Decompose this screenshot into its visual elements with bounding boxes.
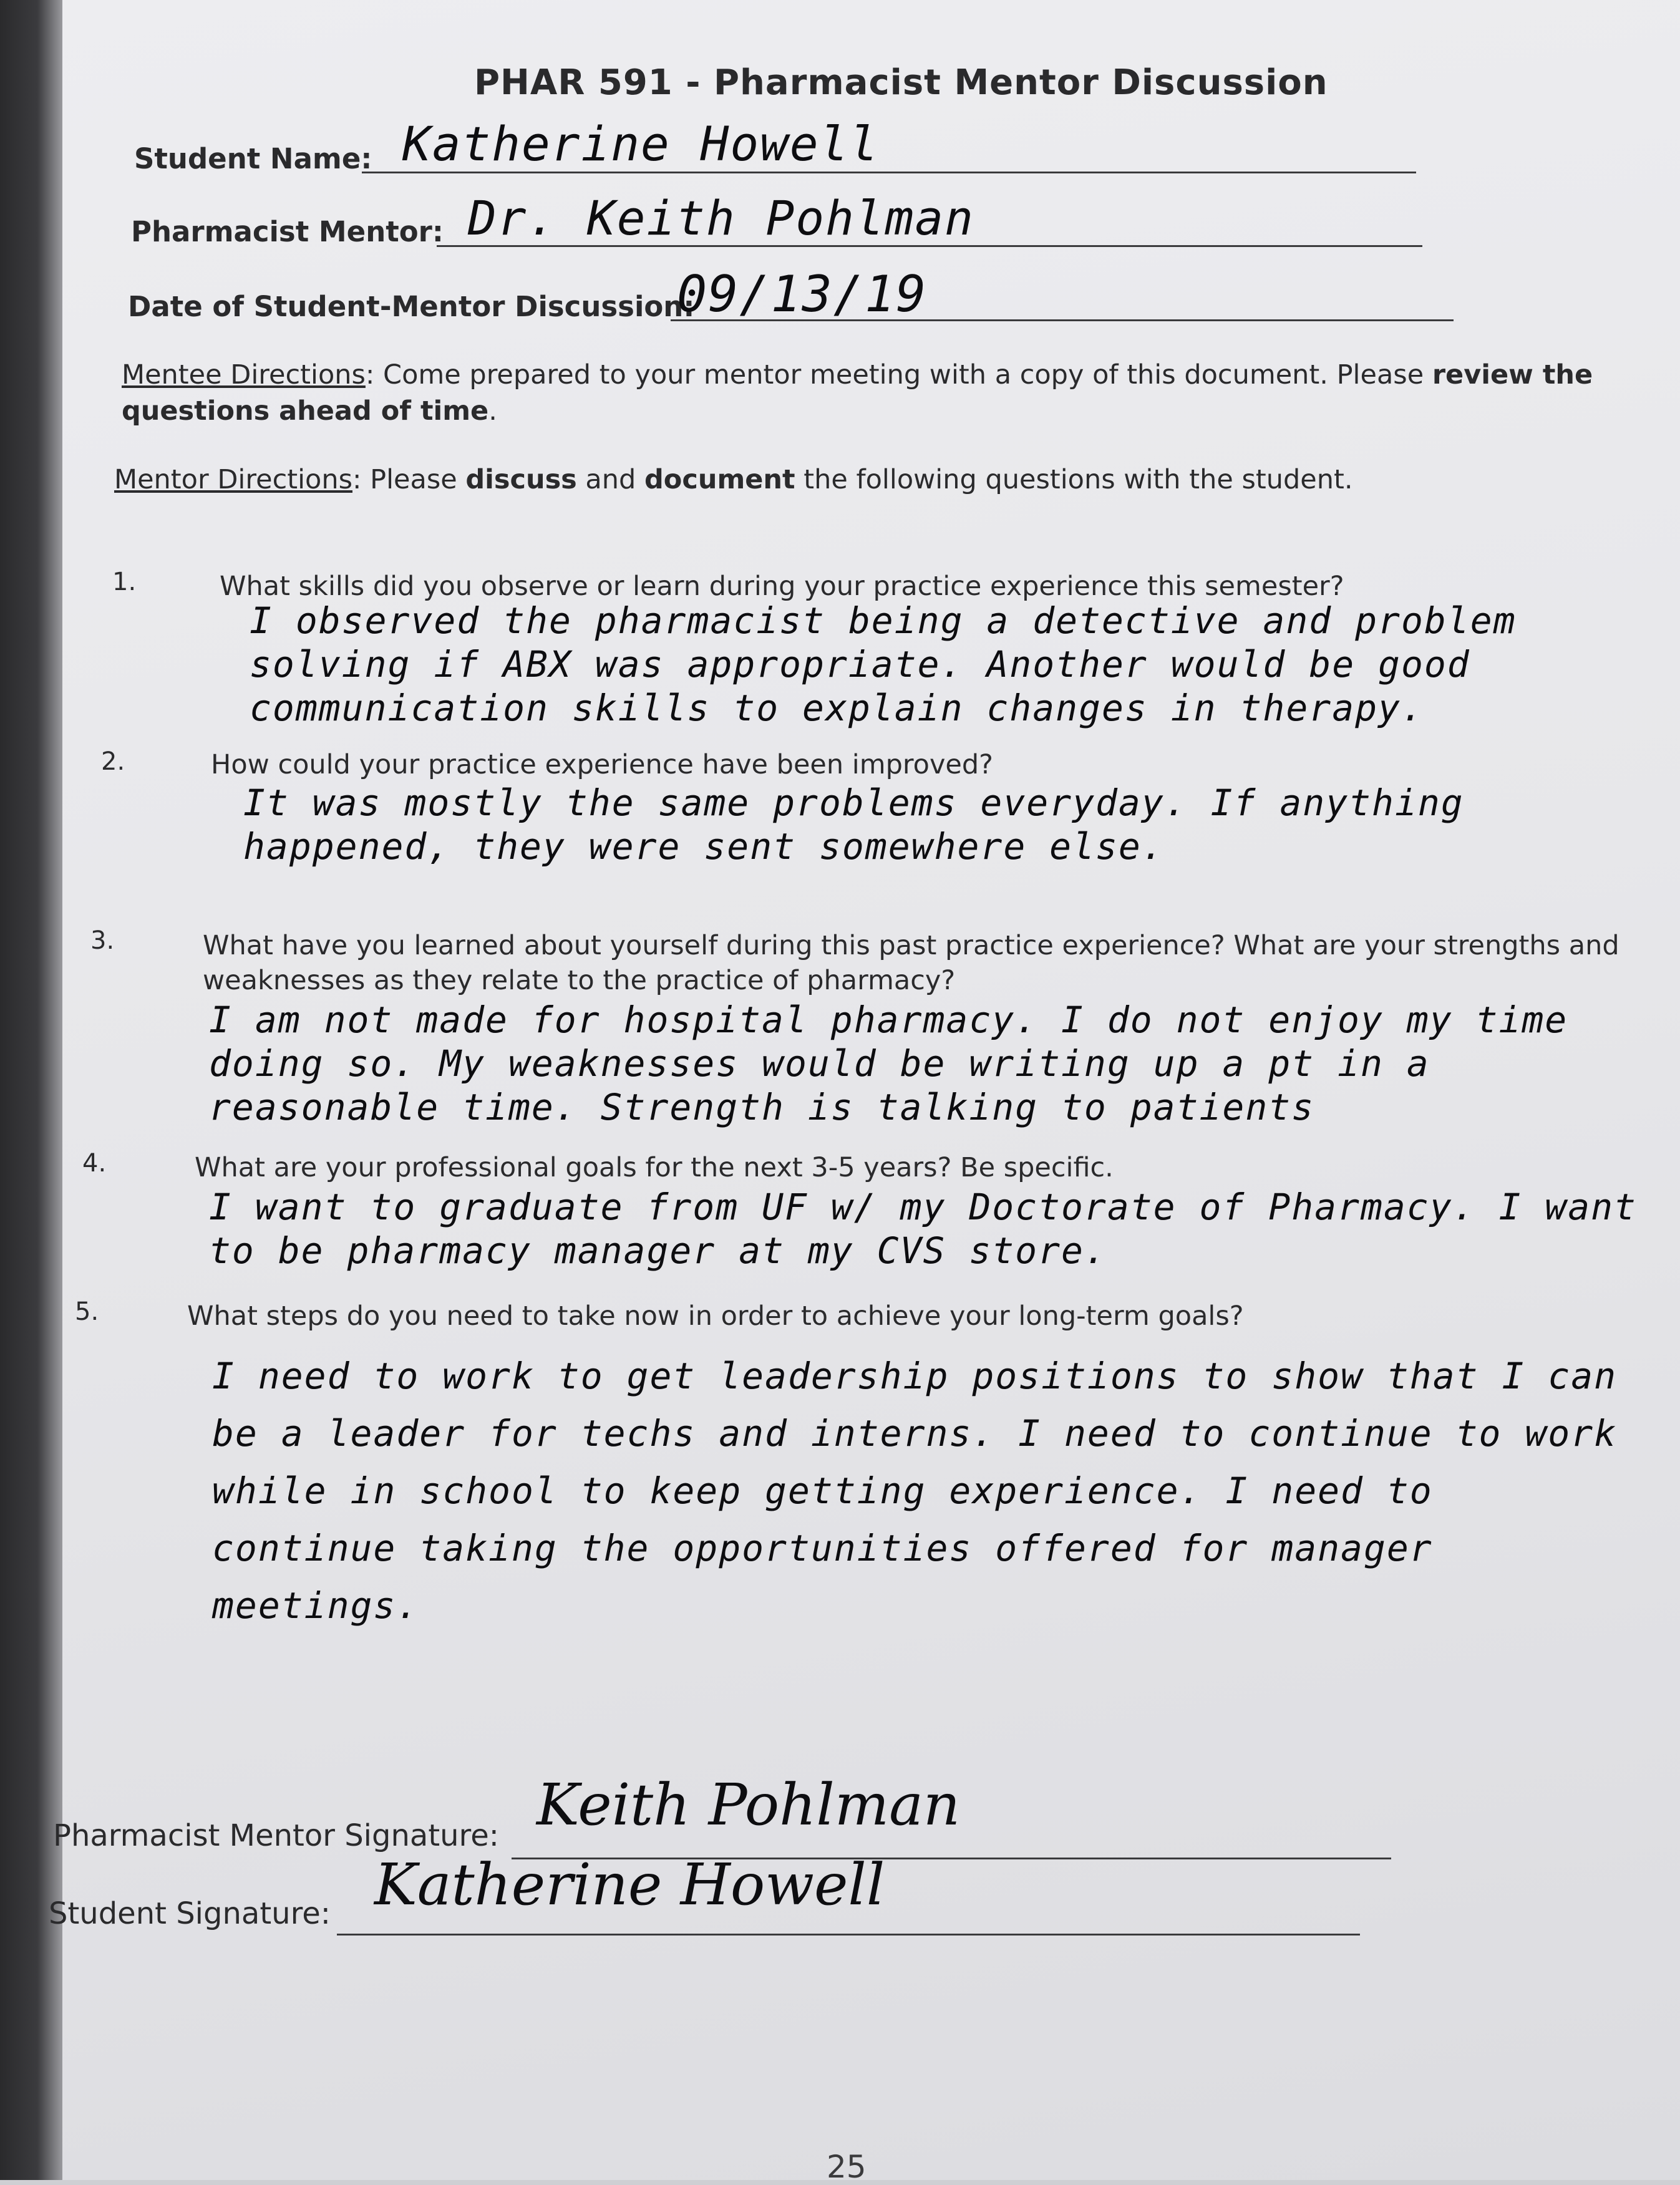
mentor-directions-heading: Mentor Directions <box>114 464 352 495</box>
student-name-label: Student Name: <box>134 142 372 175</box>
question-number: 4. <box>82 1149 107 1178</box>
date-label: Date of Student-Mentor Discussion: <box>128 290 695 323</box>
answer-handwritten: I am not made for hospital pharmacy. I do not enjoy my time doing so. My weaknesses would be writing up a pt in a reasonable time. Strength is talking to patients <box>209 999 1568 1128</box>
worksheet-page <box>49 0 1680 2185</box>
student-name-value: Katherine Howell <box>402 116 880 172</box>
student-signature: Katherine Howell <box>374 1851 885 1918</box>
answer-handwritten: It was mostly the same problems everyday. If anything happened, they were sent somewhere else. <box>243 782 1464 868</box>
mentor-label: Pharmacist Mentor: <box>131 215 444 248</box>
question-text: What are your professional goals for the next 3-5 years? Be specific. <box>195 1152 1114 1183</box>
page-number: 25 <box>827 2149 867 2185</box>
date-value: 09/13/19 <box>677 265 928 323</box>
answer-handwritten: I observed the pharmacist being a detective and problem solving if ABX was appropriate. Another would be good communication skills to explain changes in therapy. <box>250 599 1517 729</box>
question-number: 3. <box>90 926 115 955</box>
question-text: How could your practice experience have been improved? <box>211 749 993 780</box>
mentee-directions: Mentee Directions: Come prepared to your mentor meeting with a copy of this document. Please review the questions ahead of time. <box>122 359 1593 427</box>
answer-handwritten: I want to graduate from UF w/ my Doctorate of Pharmacy. I want to be pharmacy manager at my CVS store. <box>209 1186 1637 1272</box>
student-signature-label: Student Signature: <box>49 1896 331 1931</box>
student-name-line <box>362 172 1416 173</box>
page-title: PHAR 591 - Pharmacist Mentor Discussion <box>474 62 1328 103</box>
question-text: What have you learned about yourself during this past practice experience? What are your strengths and weaknesses as they relate to the practice of pharmacy? <box>203 930 1619 996</box>
question-number: 2. <box>101 747 125 776</box>
question-text: What skills did you observe or learn during your practice experience this semester? <box>220 571 1344 602</box>
mentee-directions-heading: Mentee Directions <box>122 359 366 390</box>
mentor-directions: Mentor Directions: Please discuss and document the following questions with the student. <box>114 464 1353 495</box>
mentor-signature-label: Pharmacist Mentor Signature: <box>53 1818 499 1853</box>
mentor-value: Dr. Keith Pohlman <box>468 190 974 246</box>
question-number: 5. <box>75 1297 99 1326</box>
question-number: 1. <box>112 568 137 596</box>
mentor-signature: Keith Pohlman <box>537 1771 961 1838</box>
student-signature-line <box>337 1934 1360 1935</box>
answer-handwritten: I need to work to get leadership positions to show that I can be a leader for techs and interns. I need to continue to work while in school to keep getting experience. I need to continue taking the opportunities offered for manager meetings. <box>212 1355 1618 1627</box>
question-text: What steps do you need to take now in order to achieve your long-term goals? <box>187 1301 1244 1332</box>
